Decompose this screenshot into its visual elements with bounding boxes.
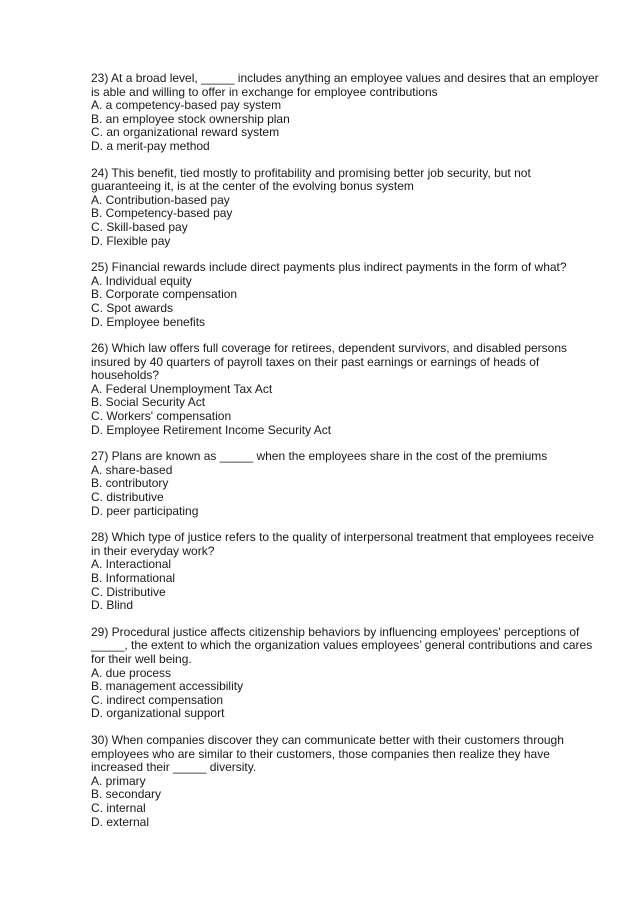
option-a: A. Federal Unemployment Tax Act xyxy=(91,381,273,396)
option-c: C. an organizational reward system xyxy=(91,125,280,140)
question-26 xyxy=(91,342,601,437)
option-d: D. peer participating xyxy=(91,503,199,518)
question-27 xyxy=(91,450,601,518)
option-b: B. secondary xyxy=(91,787,162,802)
option-d: D. Employee benefits xyxy=(91,314,206,329)
option-c: C. Skill-based pay xyxy=(91,219,188,234)
option-a: A. a competency-based pay system xyxy=(91,98,282,113)
question-text: 24) This benefit, tied mostly to profitability and promising better job security, but not guaranteeing it, is at the center of the evolving bonus system xyxy=(91,165,531,194)
option-a: A. Contribution-based pay xyxy=(91,192,230,207)
option-a: A. due process xyxy=(91,665,172,680)
question-text: 27) Plans are known as _____ when the employees share in the cost of the premiums xyxy=(91,449,548,464)
option-b: B. Social Security Act xyxy=(91,395,206,410)
question-28 xyxy=(91,531,601,613)
option-c: C. Distributive xyxy=(91,584,166,599)
option-d: D. organizational support xyxy=(91,706,225,721)
option-a: A. primary xyxy=(91,773,146,788)
option-b: B. Corporate compensation xyxy=(91,287,238,302)
option-b: B. an employee stock ownership plan xyxy=(91,111,290,126)
option-a: A. share-based xyxy=(91,462,173,477)
question-25 xyxy=(91,261,601,329)
question-text: 28) Which type of justice refers to the quality of interpersonal treatment that employees receive in their everyday work? xyxy=(91,530,594,558)
question-24 xyxy=(91,167,601,249)
option-d: D. Blind xyxy=(91,598,134,613)
option-b: B. management accessibility xyxy=(91,679,244,694)
option-d: D. Flexible pay xyxy=(91,233,171,248)
question-text: 29) Procedural justice affects citizenship behaviors by influencing employees' perceptions of _____, the extent to which the organization values employees’ general contributions and cares for their well being. xyxy=(91,624,593,666)
option-d: D. Employee Retirement Income Security Act xyxy=(91,422,332,437)
option-a: A. Interactional xyxy=(91,557,172,572)
question-text: 23) At a broad level, _____ includes anything an employee values and desires that an employer is able and willing to offer in exchange for employee contributions xyxy=(91,71,599,99)
question-23 xyxy=(91,72,601,154)
option-b: B. Informational xyxy=(91,571,176,585)
option-c: C. distributive xyxy=(91,490,164,505)
option-b: B. contributory xyxy=(91,476,169,491)
question-text: 25) Financial rewards include direct payments plus indirect payments in the form of what? xyxy=(91,260,567,275)
question-29 xyxy=(91,626,601,721)
option-c: C. Workers' compensation xyxy=(91,409,232,424)
option-d: D. a merit-pay method xyxy=(91,138,210,153)
option-c: C. indirect compensation xyxy=(91,692,224,707)
option-b: B. Competency-based pay xyxy=(91,206,233,221)
question-text: 26) Which law offers full coverage for retirees, dependent survivors, and disabled persons insured by 40 quarters of payroll taxes on their past earnings or earnings of heads of households? xyxy=(91,341,568,383)
option-c: C. Spot awards xyxy=(91,300,174,315)
option-a: A. Individual equity xyxy=(91,273,192,288)
document-page xyxy=(91,72,601,842)
question-30 xyxy=(91,734,601,829)
question-text: 30) When companies discover they can communicate better with their customers through employees who are similar to their customers, those companies then realize they have increased their _____ diversity. xyxy=(91,732,564,775)
option-c: C. internal xyxy=(91,800,146,815)
option-d: D. external xyxy=(91,814,150,829)
